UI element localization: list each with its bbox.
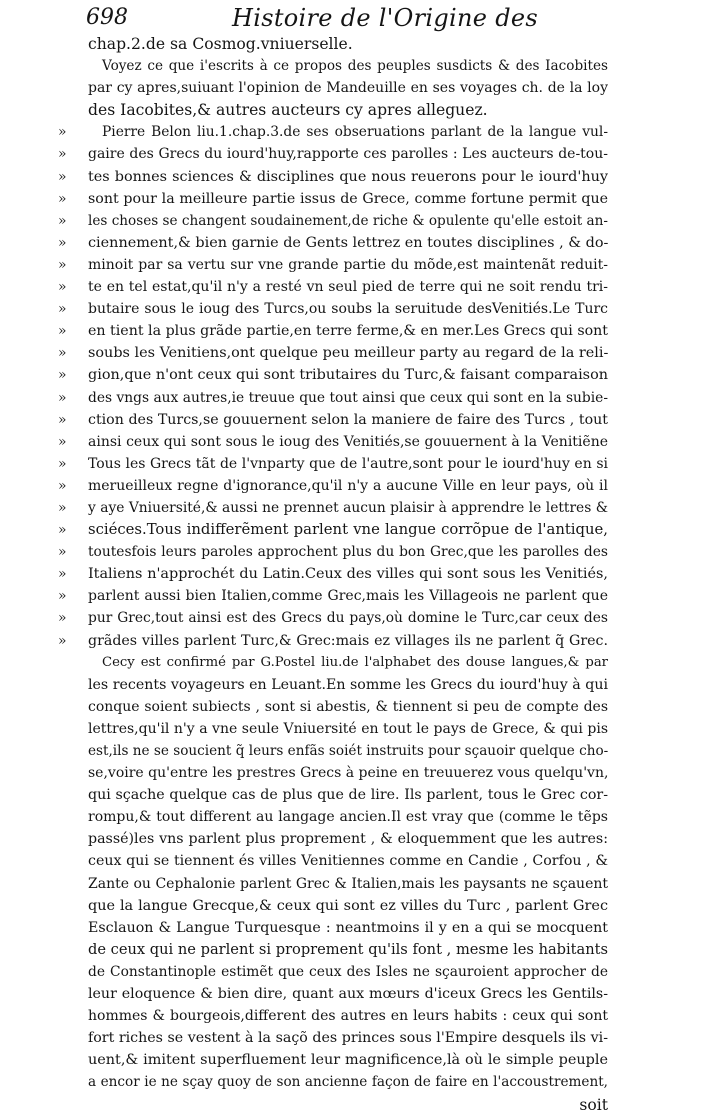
text-line bbox=[88, 828, 608, 850]
quotation-mark: » bbox=[58, 477, 67, 494]
text-line bbox=[88, 33, 608, 55]
line-text: fort riches se vestent à la saçõ des princes sous l'Empire desquels ils vi- bbox=[88, 1030, 608, 1047]
text-line bbox=[88, 674, 608, 696]
text-line bbox=[88, 762, 608, 784]
line-text: gion,que n'ont ceux qui sont tributaires du Turc,& faisant comparaison bbox=[88, 367, 608, 384]
line-text: a encor ie ne sçay quoy de son ancienne façon de faire en l'accoustrement, bbox=[88, 1074, 608, 1091]
quotation-mark: » bbox=[58, 279, 67, 296]
line-text: qui sçache quelque cas de plus que de lire. Ils parlent, tous le Grec cor- bbox=[88, 787, 608, 804]
quotation-mark: » bbox=[58, 212, 67, 229]
quotation-mark: » bbox=[58, 433, 67, 450]
line-text: Voyez ce que i'escrits à ce propos des peuples susdicts & des Iacobites bbox=[102, 58, 608, 75]
text-line bbox=[58, 387, 608, 409]
line-text: ction des Turcs,se gouuernent selon la maniere de faire des Turcs , tout bbox=[88, 411, 608, 428]
line-text: gaire des Grecs du iourd'huy,rapporte ces parolles : Les aucteurs de-tou- bbox=[88, 146, 608, 163]
line-text: les recents voyageurs en Leuant.En somme les Grecs du iourd'huy à qui bbox=[88, 676, 608, 693]
text-line bbox=[88, 895, 608, 917]
text-line bbox=[88, 784, 608, 806]
text-line bbox=[58, 541, 608, 563]
body-text bbox=[58, 33, 609, 1116]
text-line bbox=[88, 1049, 608, 1071]
text-line bbox=[58, 519, 608, 541]
line-text: des vngs aux autres,ie treuue que tout ainsi que ceux qui sont en la subie- bbox=[88, 389, 608, 406]
text-line bbox=[58, 497, 608, 519]
line-text: ceux qui se tiennent és villes Venitiennes comme en Candie , Corfou , & bbox=[88, 853, 608, 870]
quotation-mark: » bbox=[58, 234, 67, 251]
text-line bbox=[58, 585, 608, 607]
text-line bbox=[88, 917, 608, 939]
catchword: soit bbox=[579, 1095, 608, 1114]
line-text: en tient la plus grãde partie,en terre ferme,& en mer.Les Grecs qui sont bbox=[88, 323, 608, 340]
line-text: conque soient subiects , sont si abestis, & tiennent si peu de compte des bbox=[88, 698, 608, 715]
text-line bbox=[88, 806, 608, 828]
line-text: passé)les vns parlent plus proprement , & eloquemment que les autres: bbox=[88, 831, 608, 848]
line-text: Cecy est confirmé par G.Postel liu.de l'alphabet des douse langues,& par bbox=[102, 654, 608, 670]
line-text: parlent aussi bien Italien,comme Grec,mais les Villageois ne parlent que bbox=[88, 588, 608, 605]
line-text: lettres,qu'il n'y a vne seule Vniuersité en tout le pays de Grece, & qui pis bbox=[88, 720, 608, 737]
line-text: hommes & bourgeois,different des autres en leurs habits : ceux qui sont bbox=[88, 1008, 608, 1025]
line-text: que la langue Grecque,& ceux qui sont ez villes du Turc , parlent Grec bbox=[88, 897, 608, 914]
text-line bbox=[58, 475, 608, 497]
catchword-line bbox=[88, 1094, 608, 1116]
quotation-mark: » bbox=[58, 168, 67, 185]
text-line bbox=[58, 276, 608, 298]
text-line bbox=[58, 364, 608, 386]
text-line bbox=[88, 77, 608, 99]
text-line bbox=[58, 210, 608, 232]
line-text: tes bonnes sciences & disciplines que nous reuerons pour le iourd'huy bbox=[88, 168, 608, 185]
text-line bbox=[88, 873, 608, 895]
text-line bbox=[58, 320, 608, 342]
quotation-mark: » bbox=[58, 610, 67, 627]
quotation-mark: » bbox=[58, 345, 67, 362]
text-line bbox=[88, 99, 608, 121]
line-text: leur eloquence & bien dire, quant aux mœurs d'iceux Grecs les Gentils- bbox=[88, 986, 608, 1003]
text-line bbox=[58, 431, 608, 453]
text-line bbox=[58, 607, 608, 629]
text-line bbox=[88, 983, 608, 1005]
line-text: de Constantinople estimẽt que ceux des Isles ne sçauroient approcher de bbox=[88, 963, 608, 980]
text-line bbox=[58, 630, 608, 652]
line-text: rompu,& tout different au langage ancien.Il est vray que (comme le tẽps bbox=[88, 809, 608, 826]
text-line bbox=[58, 232, 609, 254]
line-text: sont pour la meilleure partie issus de Grece, comme fortune permit que bbox=[88, 190, 608, 207]
text-line bbox=[88, 696, 608, 718]
text-line bbox=[88, 55, 608, 77]
text-line bbox=[58, 563, 608, 585]
line-text: uent,& imitent superfluement leur magnificence,là où le simple peuple bbox=[88, 1052, 608, 1069]
quotation-mark: » bbox=[58, 588, 67, 605]
line-text: y aye Vniuersité,& aussi ne prennet aucun plaisir à apprendre le lettres & bbox=[88, 499, 608, 516]
line-text: grãdes villes parlent Turc,& Grec:mais ez villages ils ne parlent q̃ Grec. bbox=[88, 632, 608, 649]
line-text: Pierre Belon liu.1.chap.3.de ses obseruations parlant de la langue vul- bbox=[102, 124, 608, 141]
line-text: Tous les Grecs tãt de l'vnparty que de l'autre,sont pour le iourd'huy en si bbox=[88, 455, 608, 472]
line-text: sciéces.Tous indifferẽment parlent vne langue corrõpue de l'antique, bbox=[88, 521, 608, 539]
text-line bbox=[88, 718, 608, 740]
quotation-mark: » bbox=[58, 367, 67, 384]
text-line bbox=[88, 961, 608, 983]
page-header bbox=[86, 3, 646, 35]
quotation-mark: » bbox=[58, 389, 67, 406]
line-text: toutesfois leurs paroles approchent plus du bon Grec,que les parolles des bbox=[88, 544, 608, 561]
line-text: te en tel estat,qu'il n'y a resté vn seul pied de terre qui ne soit rendu tri- bbox=[88, 279, 608, 296]
quotation-mark: » bbox=[58, 323, 67, 340]
quotation-mark: » bbox=[58, 455, 67, 472]
text-line bbox=[88, 939, 608, 961]
text-line bbox=[58, 409, 608, 431]
quotation-mark: » bbox=[58, 566, 67, 583]
line-text: pur Grec,tout ainsi est des Grecs du pays,où domine le Turc,car ceux des bbox=[88, 610, 608, 627]
text-line bbox=[58, 342, 609, 364]
page-number: 698 bbox=[86, 5, 128, 30]
line-text: ainsi ceux qui sont sous le ioug des Venitiés,se gouuernent à la Venitiẽne bbox=[88, 433, 608, 450]
line-text: minoit par sa vertu sur vne grande partie du mõde,est maintenãt reduit- bbox=[88, 256, 608, 273]
text-line bbox=[88, 1027, 608, 1049]
line-text: les choses se changent soudainement,de riche & opulente qu'elle estoit an- bbox=[88, 212, 608, 229]
quotation-mark: » bbox=[58, 499, 67, 516]
line-text: se,voire qu'entre les prestres Grecs à peine en treuuerez vous quelqu'vn, bbox=[88, 765, 609, 782]
text-line bbox=[88, 740, 608, 762]
line-text: des Iacobites,& autres aucteurs cy apres alleguez. bbox=[88, 101, 488, 120]
text-line bbox=[58, 188, 608, 210]
text-line bbox=[58, 453, 608, 475]
text-line bbox=[88, 1005, 608, 1027]
line-text: merueilleux regne d'ignorance,qu'il n'y a aucune Ville en leur pays, où il bbox=[88, 477, 608, 494]
quotation-mark: » bbox=[58, 544, 67, 561]
line-text: est,ils ne se soucient q̃ leurs enfãs soiét instruits pour sçauoir quelque cho- bbox=[88, 743, 609, 759]
text-line bbox=[58, 166, 608, 188]
text-line bbox=[58, 121, 608, 143]
line-text: Zante ou Cephalonie parlent Grec & Italien,mais les paysants ne sçauent bbox=[88, 875, 608, 892]
quotation-mark: » bbox=[58, 411, 67, 428]
quotation-mark: » bbox=[58, 522, 67, 539]
line-text: Esclauon & Langue Turquesque : neantmoins il y en a qui se mocquent bbox=[88, 919, 608, 936]
line-text: soubs les Venitiens,ont quelque peu meilleur party au regard de la reli- bbox=[88, 345, 609, 362]
quotation-mark: » bbox=[58, 632, 67, 649]
line-text: chap.2.de sa Cosmog.vniuerselle. bbox=[88, 35, 353, 53]
running-head: Histoire de l'Origine des bbox=[232, 4, 538, 32]
text-line bbox=[88, 652, 608, 674]
quotation-mark: » bbox=[58, 124, 67, 141]
text-line bbox=[88, 1071, 608, 1093]
text-line bbox=[88, 850, 608, 872]
line-text: par cy apres,suiuant l'opinion de Mandeuille en ses voyages ch. de la loy bbox=[88, 80, 608, 97]
text-line bbox=[58, 143, 608, 165]
quotation-mark: » bbox=[58, 146, 67, 163]
quotation-mark: » bbox=[58, 190, 67, 207]
line-text: ciennement,& bien garnie de Gents lettrez en toutes disciplines , & do- bbox=[88, 234, 609, 251]
line-text: Italiens n'approchét du Latin.Ceux des villes qui sont sous les Venitiés, bbox=[88, 566, 608, 583]
text-line bbox=[58, 298, 608, 320]
quotation-mark: » bbox=[58, 301, 67, 318]
quotation-mark: » bbox=[58, 256, 67, 273]
line-text: de ceux qui ne parlent si proprement qu'ils font , mesme les habitants bbox=[88, 940, 608, 958]
text-line bbox=[58, 254, 608, 276]
line-text: butaire sous le ioug des Turcs,ou soubs la seruitude desVenitiés.Le Turc bbox=[88, 301, 608, 318]
